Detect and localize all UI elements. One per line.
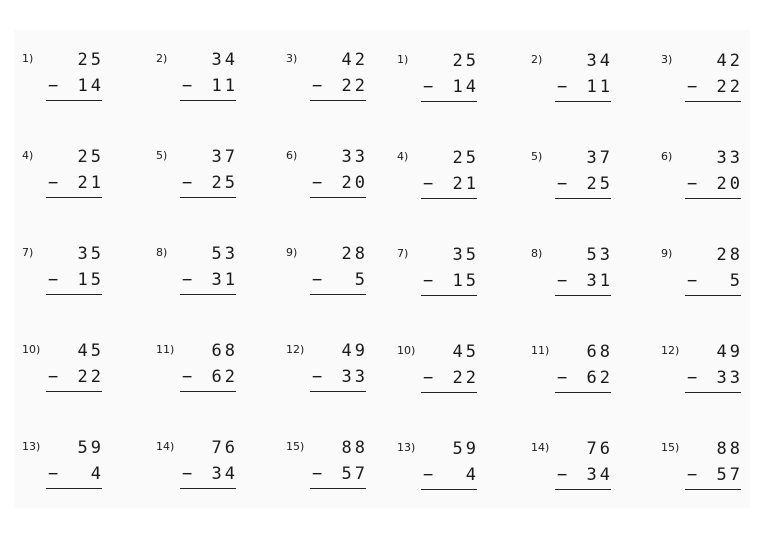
answer-line — [180, 100, 236, 101]
answer-line — [555, 392, 611, 393]
minuend: 53 — [586, 245, 613, 265]
answer-line — [685, 101, 741, 102]
subtrahend: 4 — [465, 465, 479, 485]
problem — [148, 30, 258, 100]
minus-sign: − — [182, 464, 193, 484]
answer-line — [310, 391, 366, 392]
answer-line — [421, 295, 477, 296]
minuend: 88 — [341, 438, 368, 458]
minuend: 42 — [341, 50, 368, 70]
answer-line — [310, 197, 366, 198]
minus-sign: − — [48, 464, 59, 484]
answer-line — [555, 489, 611, 490]
subtrahend: 34 — [586, 465, 613, 485]
answer-line — [421, 392, 477, 393]
problem-number: 5) — [531, 150, 543, 163]
minuend: 59 — [77, 438, 104, 458]
subtrahend: 33 — [716, 368, 743, 388]
answer-line — [46, 100, 102, 101]
answer-line — [46, 488, 102, 489]
problem-number: 11) — [531, 344, 550, 357]
minuend: 68 — [586, 342, 613, 362]
answer-line — [180, 294, 236, 295]
problem — [278, 418, 388, 488]
minuend: 28 — [341, 244, 368, 264]
minus-sign: − — [687, 174, 698, 194]
answer-line — [310, 488, 366, 489]
answer-line — [180, 488, 236, 489]
problem — [523, 225, 633, 295]
subtrahend: 11 — [586, 77, 613, 97]
minus-sign: − — [182, 270, 193, 290]
minuend: 49 — [341, 341, 368, 361]
minuend: 28 — [716, 245, 743, 265]
answer-line — [555, 295, 611, 296]
answer-line — [555, 198, 611, 199]
minuend: 68 — [211, 341, 238, 361]
answer-line — [555, 101, 611, 102]
minus-sign: − — [48, 270, 59, 290]
answer-line — [421, 489, 477, 490]
minus-sign: − — [687, 271, 698, 291]
minus-sign: − — [423, 271, 434, 291]
problem-number: 2) — [531, 53, 543, 66]
problem-number: 12) — [661, 344, 680, 357]
answer-line — [685, 392, 741, 393]
problem-number: 1) — [397, 53, 409, 66]
problem-number: 7) — [22, 246, 34, 259]
minus-sign: − — [423, 77, 434, 97]
minus-sign: − — [423, 465, 434, 485]
minuend: 49 — [716, 342, 743, 362]
minus-sign: − — [312, 367, 323, 387]
problem — [653, 128, 763, 198]
minuend: 25 — [77, 147, 104, 167]
subtrahend: 22 — [77, 367, 104, 387]
minus-sign: − — [423, 174, 434, 194]
subtrahend: 62 — [211, 367, 238, 387]
subtrahend: 31 — [211, 270, 238, 290]
problem-number: 11) — [156, 343, 175, 356]
minus-sign: − — [557, 368, 568, 388]
problem — [389, 225, 499, 295]
problem-number: 9) — [661, 247, 673, 260]
subtrahend: 11 — [211, 76, 238, 96]
minuend: 45 — [452, 342, 479, 362]
minus-sign: − — [182, 76, 193, 96]
minus-sign: − — [312, 173, 323, 193]
minuend: 88 — [716, 439, 743, 459]
subtrahend: 5 — [729, 271, 743, 291]
minus-sign: − — [557, 77, 568, 97]
subtrahend: 14 — [77, 76, 104, 96]
subtrahend: 22 — [452, 368, 479, 388]
minuend: 34 — [586, 51, 613, 71]
minuend: 25 — [452, 51, 479, 71]
problem-number: 8) — [531, 247, 543, 260]
answer-line — [46, 294, 102, 295]
answer-line — [685, 198, 741, 199]
problem-number: 3) — [661, 53, 673, 66]
subtrahend: 15 — [452, 271, 479, 291]
minus-sign: − — [557, 174, 568, 194]
minus-sign: − — [48, 173, 59, 193]
minus-sign: − — [182, 367, 193, 387]
minuend: 37 — [211, 147, 238, 167]
problem — [148, 321, 258, 391]
subtrahend: 20 — [341, 173, 368, 193]
problem — [653, 225, 763, 295]
answer-line — [310, 100, 366, 101]
problem-number: 14) — [531, 441, 550, 454]
problem-number: 4) — [397, 150, 409, 163]
minus-sign: − — [557, 271, 568, 291]
minus-sign: − — [182, 173, 193, 193]
minus-sign: − — [312, 270, 323, 290]
minus-sign: − — [423, 368, 434, 388]
subtrahend: 33 — [341, 367, 368, 387]
subtrahend: 25 — [586, 174, 613, 194]
subtrahend: 25 — [211, 173, 238, 193]
problem — [148, 224, 258, 294]
problem-number: 13) — [397, 441, 416, 454]
problem — [278, 224, 388, 294]
problem — [14, 224, 124, 294]
subtrahend: 57 — [341, 464, 368, 484]
minuend: 53 — [211, 244, 238, 264]
problem-number: 2) — [156, 52, 168, 65]
problem — [148, 418, 258, 488]
problem — [389, 31, 499, 101]
problem — [653, 31, 763, 101]
minus-sign: − — [687, 368, 698, 388]
minuend: 33 — [716, 148, 743, 168]
problem-number: 12) — [286, 343, 305, 356]
subtrahend: 31 — [586, 271, 613, 291]
subtrahend: 14 — [452, 77, 479, 97]
subtrahend: 20 — [716, 174, 743, 194]
problem — [653, 419, 763, 489]
answer-line — [685, 295, 741, 296]
minuend: 45 — [77, 341, 104, 361]
subtrahend: 15 — [77, 270, 104, 290]
problem-number: 3) — [286, 52, 298, 65]
answer-line — [421, 101, 477, 102]
problem — [278, 321, 388, 391]
minus-sign: − — [48, 76, 59, 96]
minuend: 59 — [452, 439, 479, 459]
problem-number: 5) — [156, 149, 168, 162]
minus-sign: − — [687, 465, 698, 485]
problem-number: 15) — [661, 441, 680, 454]
minus-sign: − — [312, 76, 323, 96]
minuend: 35 — [77, 244, 104, 264]
minuend: 25 — [452, 148, 479, 168]
problem — [523, 419, 633, 489]
problem — [148, 127, 258, 197]
problem-number: 9) — [286, 246, 298, 259]
minus-sign: − — [687, 77, 698, 97]
problem-number: 7) — [397, 247, 409, 260]
problem-number: 14) — [156, 440, 175, 453]
subtrahend: 21 — [452, 174, 479, 194]
problem — [14, 127, 124, 197]
subtrahend: 5 — [354, 270, 368, 290]
subtrahend: 4 — [90, 464, 104, 484]
problem-number: 6) — [286, 149, 298, 162]
minus-sign: − — [557, 465, 568, 485]
problem — [389, 322, 499, 392]
subtrahend: 62 — [586, 368, 613, 388]
minuend: 37 — [586, 148, 613, 168]
subtrahend: 22 — [341, 76, 368, 96]
problem — [523, 128, 633, 198]
minuend: 42 — [716, 51, 743, 71]
problem — [523, 322, 633, 392]
problem — [14, 321, 124, 391]
minuend: 35 — [452, 245, 479, 265]
problem — [653, 322, 763, 392]
answer-line — [310, 294, 366, 295]
minuend: 76 — [586, 439, 613, 459]
problem-number: 15) — [286, 440, 305, 453]
problem-number: 6) — [661, 150, 673, 163]
problem — [278, 30, 388, 100]
problem — [14, 30, 124, 100]
minuend: 34 — [211, 50, 238, 70]
problem — [389, 419, 499, 489]
subtrahend: 22 — [716, 77, 743, 97]
problem-number: 10) — [22, 343, 41, 356]
minuend: 33 — [341, 147, 368, 167]
problem-number: 13) — [22, 440, 41, 453]
problem — [389, 128, 499, 198]
answer-line — [46, 391, 102, 392]
problem — [278, 127, 388, 197]
answer-line — [180, 391, 236, 392]
subtrahend: 34 — [211, 464, 238, 484]
minus-sign: − — [48, 367, 59, 387]
problem-number: 1) — [22, 52, 34, 65]
problem-number: 10) — [397, 344, 416, 357]
minuend: 76 — [211, 438, 238, 458]
subtrahend: 57 — [716, 465, 743, 485]
problem-number: 8) — [156, 246, 168, 259]
answer-line — [685, 489, 741, 490]
subtrahend: 21 — [77, 173, 104, 193]
problem-number: 4) — [22, 149, 34, 162]
minuend: 25 — [77, 50, 104, 70]
answer-line — [46, 197, 102, 198]
answer-line — [180, 197, 236, 198]
answer-line — [421, 198, 477, 199]
problem — [523, 31, 633, 101]
problem — [14, 418, 124, 488]
minus-sign: − — [312, 464, 323, 484]
